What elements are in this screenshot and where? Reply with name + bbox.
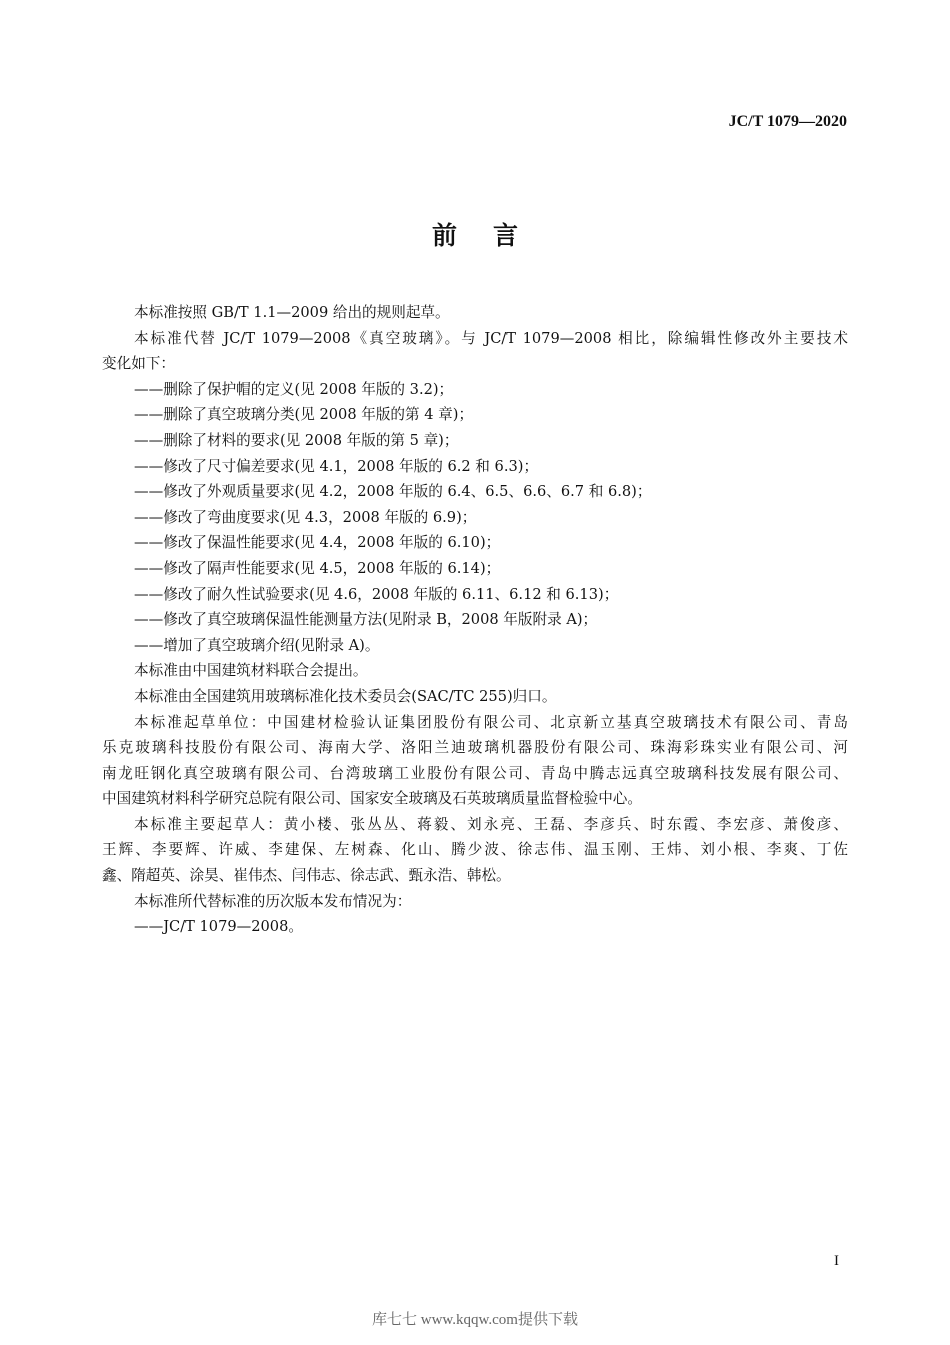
paragraph-line: 本标准按照 GB/T 1.1—2009 给出的规则起草。 — [134, 304, 450, 321]
list-item: ——修改了外观质量要求(见 4.2，2008 年版的 6.4、6.5、6.6、6.7 和 6.8)； — [134, 483, 652, 501]
paragraph-line: 本标准起草单位：中国建材检验认证集团股份有限公司、北京新立基真空玻璃技术有限公司、青岛 — [134, 713, 848, 731]
paragraph-line: 南龙旺钢化真空玻璃有限公司、台湾玻璃工业股份有限公司、青岛中腾志远真空玻璃科技发展有限公司、 — [102, 764, 848, 782]
foreword-body — [102, 300, 848, 940]
paragraph-line: 变化如下： — [102, 355, 175, 373]
paragraph-line: 本标准所代替标准的历次版本发布情况为： — [134, 892, 412, 910]
list-item: ——删除了材料的要求(见 2008 年版的第 5 章)； — [134, 431, 459, 449]
list-item: ——修改了保温性能要求(见 4.4，2008 年版的 6.10)； — [134, 534, 501, 552]
list-item: ——删除了真空玻璃分类(见 2008 年版的第 4 章)； — [134, 406, 474, 424]
list-item: ——修改了真空玻璃保温性能测量方法(见附录 B，2008 年版附录 A)； — [134, 611, 598, 629]
list-item: ——修改了尺寸偏差要求(见 4.1，2008 年版的 6.2 和 6.3)； — [134, 457, 539, 475]
page-title: 前言 — [431, 221, 554, 250]
paragraph-line: 本标准由全国建筑用玻璃标准化技术委员会(SAC/TC 255)归口。 — [134, 687, 557, 705]
paragraph-line: 本标准代替 JC/T 1079—2008《真空玻璃》。与 JC/T 1079—2008 相比，除编辑性修改外主要技术 — [134, 329, 848, 347]
list-item: ——修改了弯曲度要求(见 4.3，2008 年版的 6.9)； — [134, 508, 477, 526]
paragraph-line: 本标准主要起草人：黄小楼、张丛丛、蒋毅、刘永亮、王磊、李彦兵、时东霞、李宏彦、萧俊彦、 — [134, 815, 848, 833]
paragraph-line: 乐克玻璃科技股份有限公司、海南大学、洛阳兰迪玻璃机器股份有限公司、珠海彩珠实业有限公司、河 — [102, 739, 848, 757]
paragraph-line: 王辉、李要辉、许威、李建保、左树森、化山、腾少波、徐志伟、温玉刚、王炜、刘小根、李爽、丁佐 — [102, 841, 848, 859]
page-number: I — [834, 1253, 839, 1269]
paragraph-line: 中国建筑材料科学研究总院有限公司、国家安全玻璃及石英玻璃质量监督检验中心。 — [102, 790, 642, 808]
paragraph-line: 鑫、隋超英、涂昊、崔伟杰、闫伟志、徐志武、甄永浩、韩松。 — [102, 867, 511, 885]
list-item: ——修改了耐久性试验要求(见 4.6，2008 年版的 6.11、6.12 和 6.13)； — [134, 585, 619, 603]
standard-number: JC/T 1079—2020 — [728, 113, 847, 130]
list-item: ——JC/T 1079—2008。 — [134, 918, 303, 936]
watermark-footer: 库七七 www.kqqw.com提供下载 — [372, 1312, 578, 1328]
paragraph-line: 本标准由中国建筑材料联合会提出。 — [134, 662, 368, 680]
list-item: ——增加了真空玻璃介绍(见附录 A)。 — [134, 636, 380, 654]
list-item: ——修改了隔声性能要求(见 4.5，2008 年版的 6.14)； — [134, 559, 501, 577]
list-item: ——删除了保护帽的定义(见 2008 年版的 3.2)； — [134, 380, 454, 398]
